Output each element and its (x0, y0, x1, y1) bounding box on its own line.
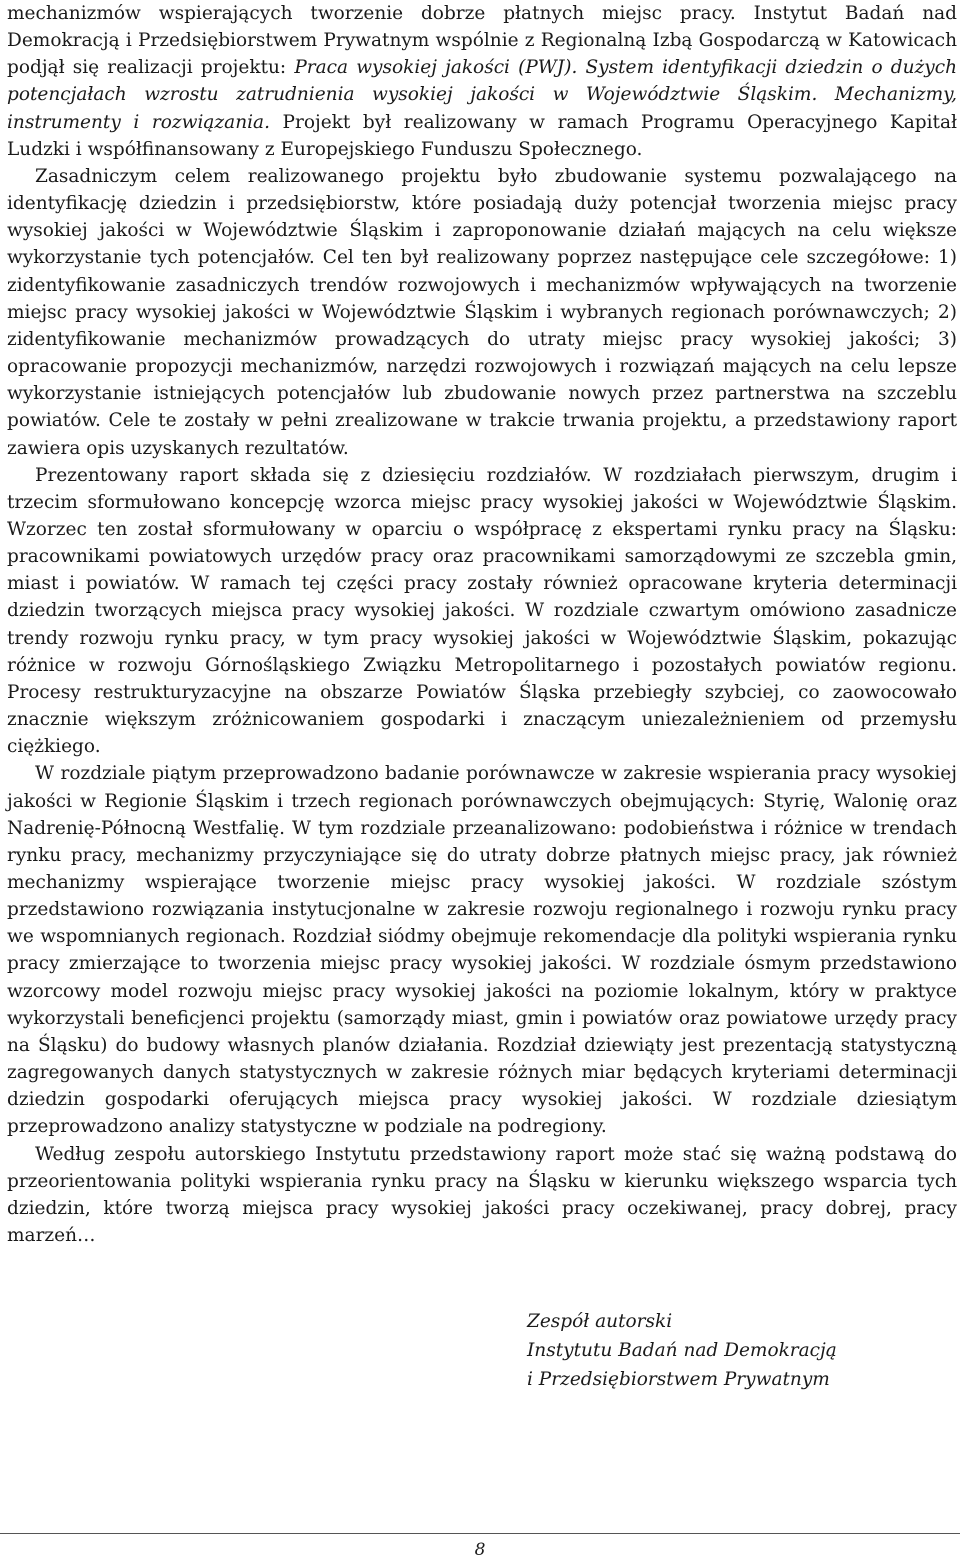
text-run: W rozdziale piątym przeprowadzono badanie porównawcze w zakresie wspierania pracy wysokiej jakości w Regionie Śląskim i trzech regionach porównawczych obejmujących: Styrię, Walonię oraz Nadrenię-Północną Westfalię. W tym rozdziale przeanalizowano: podobieństwa i różnice w trendach rynku pracy, mechanizmy przyczyniające się do utraty dobrze płatnych miejsc pracy, jak również mechanizmy wspierające tworzenie miejsc pracy wysokiej jakości. W rozdziale szóstym przedstawiono rozwiązania instytucjonalne w zakresie rozwoju regionalnego i rozwoju rynku pracy we wspomnianych regionach. Rozdział siódmy obejmuje rekomendacje dla polityki wspierania rynku pracy zmierzające to tworzenia miejsc pracy wysokiej jakości. W rozdziale ósmym przedstawiono wzorcowy model rozwoju miejsc pracy wysokiej jakości na poziomie lokalnym, który w praktyce wykorzystali beneficjenci projektu (samorządy miast, gmin i powiatów oraz powiatowe urzędy pracy na Śląsku) do budowy własnych planów działania. Rozdział dziewiąty jest prezentacją statystyczną zagregowanych danych statystycznych w zakresie różnych miar będących kryteriami determinacji dziedzin gospodarki oferujących miejsca pracy wysokiej jakości. W rozdziale dziesiątym przeprowadzono analizy statystyczne w podziale na podregiony. (7, 763, 957, 1138)
paragraph-3 (7, 462, 957, 761)
footer-divider (0, 1533, 960, 1534)
paragraph-4 (7, 760, 957, 1140)
signature-line-1: Zespół autorski (527, 1311, 673, 1332)
italic-run: Praca wysokiej jakości (PWJ). System identyfikacji dziedzin o dużych potencjałach wzrostu zatrudnienia wysokiej jakości w Województwie Śląskim. Mechanizmy, instrumenty i rozwiązania. (7, 57, 957, 133)
text-run: mechanizmów wspierających tworzenie dobrze płatnych miejsc pracy. Instytut Badań nad Demokracją i Przedsiębiorstwem Prywatnym wspólnie z Regionalną Izbą Gospodarczą w Katowicach podjął się realizacji projektu: (7, 3, 957, 79)
signature-line-3: i Przedsiębiorstwem Prywatnym (527, 1369, 830, 1390)
text-run: Według zespołu autorskiego Instytutu przedstawiony raport może stać się ważną podstawą do przeorientowania polityki wspierania rynku pracy na Śląsku w kierunku większego wsparcia tych dziedzin, które tworzą miejsca pracy wysokiej jakości pracy oczekiwanej, pracy dobrej, pracy marzeń… (7, 1143, 957, 1247)
paragraph-5 (7, 1141, 957, 1250)
paragraph-2 (7, 163, 957, 462)
paragraph-1 (7, 0, 957, 163)
text-run: Projekt był realizowany w ramach Programu Operacyjnego Kapitał Ludzki i współfinansowany z Europejskiego Funduszu Społecznego. (7, 111, 957, 160)
text-run: Prezentowany raport składa się z dziesięciu rozdziałów. W rozdziałach pierwszym, drugim i trzecim sformułowano koncepcję wzorca miejsc pracy wysokiej jakości w Województwie Śląskim. Wzorzec ten został sformułowany w oparciu o współpracę z ekspertami rynku pracy na Śląsku: pracownikami powiatowych urzędów pracy oraz pracownikami samorządowymi ze szczebla gmin, miast i powiatów. W ramach tej części pracy zostały również opracowane kryteria determinacji dziedzin tworzących miejsca pracy wysokiej jakości. W rozdziale czwartym omówiono zasadnicze trendy rozwoju rynku pracy, w tym pracy wysokiej jakości w Województwie Śląskim, pokazując różnice w rozwoju Górnośląskiego Związku Metropolitarnego i pozostałych powiatów regionu. Procesy restrukturyzacyjne na obszarze Powiatów Śląska przebiegły szybciej, co zaowocowało znacznie większym zróżnicowaniem gospodarki i znaczącym uniezależnieniem od przemysłu ciężkiego. (7, 464, 957, 758)
text-run: Zasadniczym celem realizowanego projektu było zbudowanie systemu pozwalającego na identyfikację dziedzin i przedsiębiorstw, które posiadają duży potencjał tworzenia miejsc pracy wysokiej jakości w Województwie Śląskim i zaproponowanie działań mających na celu większe wykorzystanie tych potencjałów. Cel ten był realizowany poprzez następujące cele szczegółowe: 1) zidentyfikowanie zasadniczych trendów rozwojowych i mechanizmów wpływających na tworzenie miejsc pracy wysokiej jakości w Województwie Śląskim i wybranych regionach porównawczych; 2) zidentyfikowanie mechanizmów prowadzących do utraty miejsc pracy wysokiej jakości; 3) opracowanie propozycji mechanizmów, narzędzi rozwojowych i rozwiązań mających na celu lepsze wykorzystanie istniejących potencjałów lub zbudowanie nowych przez partnerstwa na szczeblu powiatów. Cele te zostały w pełni zrealizowane w trakcie trwania projektu, a przedstawiony raport zawiera opis uzyskanych rezultatów. (7, 165, 957, 459)
author-signature (527, 1307, 837, 1394)
signature-line-2: Instytutu Badań nad Demokracją (527, 1340, 837, 1361)
page-number: 8 (474, 1540, 486, 1560)
body-text (7, 0, 957, 1249)
